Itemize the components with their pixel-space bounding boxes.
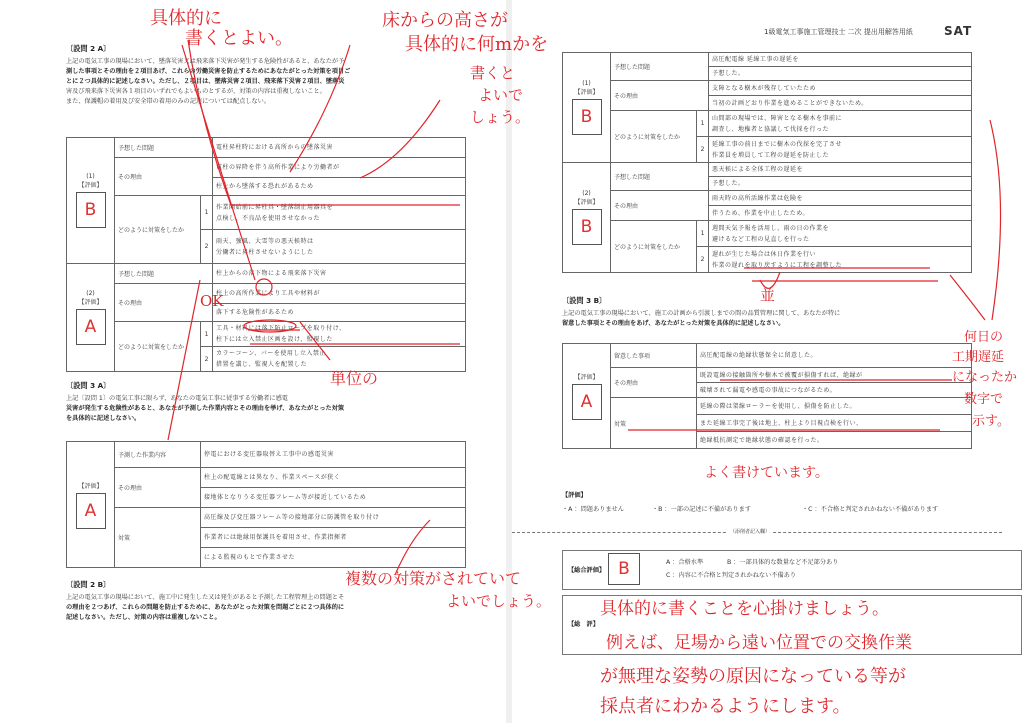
- comment-line-2: 例えば、足場から遠い位置での交換作業: [606, 633, 912, 653]
- annotation-multiple-1: 複数の対策がされていて: [345, 569, 522, 588]
- q2a-item2-measure-2a: カラーコーン、バーを使用し立入禁止: [216, 350, 326, 357]
- q3a-measure-2: 作業者には絶縁用保護具を着用させ、作業指揮者: [201, 528, 466, 548]
- q3a-body-3: を具体的に記述しなさい。: [66, 415, 141, 422]
- annotation-good: よく書けています。: [704, 465, 829, 481]
- q2b-item1-predicted-2: 予想した。: [709, 67, 972, 81]
- q2b-item1-measure-1a: 山間部の現場では、障害となる樹木を事前に: [712, 114, 843, 122]
- annotation-floor-5: しょう。: [470, 108, 531, 126]
- q3b-item: 高圧配電線の絶縁状態保全に留意した。: [697, 344, 972, 368]
- q2b-item2-measure-2b: 作業の遅れを取り戻すように工程を調整した: [712, 261, 843, 269]
- q3b-reason-label: その理由: [611, 368, 697, 398]
- q3a-eval-cell: [67, 442, 115, 568]
- q2b-item2-predicted-2: 予想した。: [709, 177, 972, 191]
- q2b-item2-predicted-1: 悪天候による全体工程の遅延を: [709, 163, 972, 177]
- q3b-measures-label: 対策: [611, 398, 697, 449]
- sheet-title: 1級電気工事施工管理技士 二次 提出用解答用紙: [764, 28, 913, 36]
- q2a-item2-measure-1b: 柱下には立入禁止区画を設け、監視した: [216, 336, 333, 343]
- legend-heading: 【評価】: [562, 492, 587, 499]
- q3a-reason-label: その理由: [115, 468, 201, 508]
- q2b-item1-predicted-label: 予想した問題: [611, 53, 709, 81]
- q2a-item1-reason-2: 柱上から墜落する恐れがあるため: [213, 178, 466, 196]
- q2a-item2-predicted-label: 予想した問題: [115, 264, 213, 284]
- annotation-days-3: になったか: [952, 370, 1018, 385]
- q2a-item2-eval-label: 【評価】: [78, 299, 103, 306]
- q3b-grade: A: [572, 384, 602, 420]
- annotation-floor-1: 床からの高さが: [382, 10, 508, 31]
- q2b-item1-grade: B: [572, 99, 602, 135]
- q2b-item2-measure-1a: 週間天気予報を活用し、雨の日の作業を: [712, 224, 830, 232]
- q2a-item1-number: (1): [86, 173, 95, 180]
- q2a-item1-eval-cell: [67, 138, 115, 264]
- q2b-item2-measure-1b: 避けるなど工程の見直しを行った: [712, 235, 810, 243]
- q2a-item2-number: (2): [86, 290, 95, 297]
- q2a-item1-measure-2: [213, 230, 466, 264]
- annotation-nami: 並: [760, 286, 776, 304]
- q2a-item2-reason-2: 落下する危険性があるため: [213, 304, 466, 322]
- q3b-answer-table: [562, 343, 972, 449]
- q2b-item2-eval-cell: [563, 163, 611, 273]
- q2b-item2-predicted-label: 予想した問題: [611, 163, 709, 191]
- q3a-work-label: 予測した作業内容: [115, 442, 201, 468]
- q2b-item1-eval-cell: [563, 53, 611, 163]
- q2b-item1-measure-1b: 調査し、地権者と協議して伐採を行った: [712, 125, 830, 133]
- q3a-grade: A: [76, 493, 106, 529]
- sat-logo: SAT: [944, 24, 973, 38]
- q2b-item1-number: (1): [582, 80, 591, 87]
- q2a-item1-measures-label: どのように対策をしたか: [115, 196, 201, 264]
- q2b-item1-eval-label: 【評価】: [574, 89, 599, 96]
- annotation-specific-1: 具体的に: [150, 8, 222, 29]
- q2a-item2-reason-1: 柱上の高所作業により工具や材料が: [213, 284, 466, 304]
- q2b-item1-measure-2-number: 2: [697, 137, 709, 163]
- q2b-item2-grade: B: [572, 209, 602, 245]
- q2a-item1-measure-1-number: 1: [201, 196, 213, 230]
- q2a-item1-measure-2-number: 2: [201, 230, 213, 264]
- annotation-floor-2: 具体的に何mかを: [405, 34, 549, 55]
- q2b-heading: 〔設問 2 B〕: [66, 580, 111, 589]
- q2b-item2-reason-2: 伴うため、作業を中止したため。: [709, 206, 972, 221]
- q2b-item1-measure-1-number: 1: [697, 111, 709, 137]
- q2a-body-5: また、保護帽の着用及び安全帯の着用のみの記述については配点しない。: [66, 98, 271, 105]
- q2b-item1-measure-2: [709, 137, 972, 163]
- annotation-floor-3: 書くと: [470, 64, 516, 82]
- q2b-body-1: 上記の電気工事の現場において、施工中に発生した又は発生があると予測した工程管理上の問題とそ: [66, 594, 345, 601]
- q2a-item1-reason-label: その理由: [115, 158, 213, 196]
- q2a-item2-measure-1-number: 1: [201, 322, 213, 347]
- q3b-reason-2: 破壊されて漏電や感電の事故につながるため。: [697, 383, 972, 398]
- q2b-item2-measure-1-number: 1: [697, 221, 709, 247]
- q2b-item1-reason-2: 当初の計画どおり作業を進めることができないため。: [709, 96, 972, 111]
- q3b-eval-cell: [563, 344, 611, 449]
- q3a-answer-table: [66, 441, 466, 568]
- q3a-body-2: 災害が発生する危険性があると、あなたが予測した作業内容とその理由を挙げ、あなたがとった対策: [66, 405, 345, 412]
- q3b-measure-3: 絶縁抵抗測定で絶縁状態の確認を行った。: [697, 432, 972, 449]
- q2a-body-2: 測した事項とその理由を２項目あげ、これらの労働災害を防止するためにあなたがとった対策を項目ご: [66, 68, 351, 75]
- annotation-unit: 単位の: [330, 369, 379, 388]
- q2a-item2-predicted: 柱上からの落下物による飛来落下災害: [213, 264, 466, 284]
- q2a-item1-predicted-label: 予想した問題: [115, 138, 213, 158]
- q2a-item1-measure-2a: 雨天、強風、大雪等の悪天候時は: [216, 237, 314, 245]
- q2b-item2-measure-2-number: 2: [697, 247, 709, 273]
- q2a-item2-measure-1: [213, 322, 466, 347]
- q3a-reason-2: 接地体となりうる変圧器フレーム等が接近しているため: [201, 488, 466, 508]
- q2b-item2-eval-label: 【評価】: [574, 199, 599, 206]
- q3a-body-1: 上記〔設問 1〕の電気工事に限らず、あなたの電気工事に従事する労働者に感電: [66, 395, 288, 402]
- q3b-measure-1: 延線の際は架線ローラーを使用し、損傷を防止した。: [697, 398, 972, 415]
- q3a-measure-1: 高圧線及び変圧器フレーム等の接地部分に防護管を取り付け: [201, 508, 466, 528]
- overall-legend-c: C ：内容に不合格と判定されかねない不備あり: [666, 572, 797, 579]
- q2a-answer-table: [66, 137, 466, 372]
- annotation-days-5: 示す。: [972, 414, 1010, 429]
- q2a-item1-reason-1: 電柱の昇降を伴う高所作業により労働者が: [213, 158, 466, 178]
- q2a-item2-measure-2-number: 2: [201, 347, 213, 372]
- q2b-item2-measures-label: どのように対策をしたか: [611, 221, 697, 273]
- q3b-body-1: 上記の電気工事の現場において、施工の計画から引渡しまでの間の品質管理に関して、あなたが特に: [562, 310, 841, 317]
- q2a-item1-eval-label: 【評価】: [78, 182, 103, 189]
- divider-note: （添削者記入欄）: [727, 528, 773, 538]
- q2a-item1-predicted: 電柱昇柱時における高所からの墜落災害: [213, 138, 466, 158]
- q3b-item-label: 留意した事項: [611, 344, 697, 368]
- annotation-floor-4: よいで: [478, 86, 524, 104]
- q2a-body-4: 害及び飛来落下災害各１項目のいずれでもよいものとするが、対策の内容は重複しないこと。: [66, 88, 326, 95]
- q2b-item1-reason-label: その理由: [611, 81, 709, 111]
- q2a-item2-grade: A: [76, 309, 106, 345]
- q2b-item1-predicted-1: 高圧配電線 延線工事の遅延を: [709, 53, 972, 67]
- q2a-item1-measure-1b: 点検し、不良品を使用させなかった: [216, 214, 321, 222]
- q2a-item2-measure-2b: 措置を講じ、監視人を配置した: [216, 361, 308, 368]
- q2a-item1-measure-1: [213, 196, 466, 230]
- q2b-item2-reason-label: その理由: [611, 191, 709, 221]
- q2b-item1-measure-2b: 作業員を増員して工程の遅延を防止した: [712, 151, 830, 159]
- q2a-item1-measure-2b: 労働者に昇柱させないようにした: [216, 248, 314, 256]
- q2b-item1-measure-1: [709, 111, 972, 137]
- overall-eval-label: 【総合評価】: [568, 567, 606, 574]
- q3a-measures-label: 対策: [115, 508, 201, 568]
- q2b-body-2: の理由を２つあげ、これらの問題を防止するために、あなたがとった対策を問題ごとに２つ具体的に: [66, 604, 345, 611]
- overall-legend-b: B ：一部具体的な数量など不足部分あり: [727, 559, 839, 566]
- q2a-body-1: 上記の電気工事の現場において、墜落災害又は飛来落下災害が発生する危険性があると、あなたが予: [66, 58, 345, 65]
- q3b-body-2: 留意した事項とその理由をあげ、あなたがとった対策を具体的に記述しなさい。: [562, 320, 785, 327]
- annotation-days-1: 何日の: [964, 330, 1004, 345]
- q2a-item2-measure-1a: 工具・材料には落下防止ロープを取り付け、: [216, 325, 346, 332]
- comment-line-1: 具体的に書くことを心掛けましょう。: [600, 599, 889, 619]
- q3a-reason-1: 柱上の配電線とは異なり、作業スペースが狭く: [201, 468, 466, 488]
- q2b-item2-reason-1: 雨天時の高所活線作業は危険を: [709, 191, 972, 206]
- q2b-item1-measures-label: どのように対策をしたか: [611, 111, 697, 163]
- q3a-measure-3: による監視のもとで作業させた: [201, 548, 466, 568]
- q2b-item2-measure-1: [709, 221, 972, 247]
- q2b-item1-measure-2a: 延線工事の前日までに樹木の伐採を完了させ: [712, 140, 843, 148]
- q2a-item1-grade: B: [76, 192, 106, 228]
- q3a-eval-label: 【評価】: [78, 482, 103, 490]
- q3a-heading: 〔設問 3 A〕: [66, 381, 111, 390]
- q3a-work: 停電における変圧器取替え工事中の感電災害: [201, 442, 466, 468]
- q3b-eval-label: 【評価】: [574, 374, 599, 381]
- legend-a: ・A ：問題ありません: [562, 506, 624, 513]
- legend-b: ・B ：一部の記述に不備があります: [652, 506, 752, 513]
- legend-c: ・C ：不合格と判定されかねない不備があります: [802, 506, 939, 513]
- comment-line-3: が無理な姿勢の原因になっている等が: [600, 666, 906, 687]
- q2b-answer-table: [562, 52, 972, 273]
- q2b-item1-reason-1: 支障となる樹木が残存していたため: [709, 81, 972, 96]
- q3b-heading: 〔設問 3 B〕: [562, 296, 607, 305]
- comment-label: 【総 評】: [568, 621, 599, 628]
- q2a-item2-reason-label: その理由: [115, 284, 213, 322]
- annotation-days-2: 工期遅延: [952, 350, 1005, 365]
- q2a-item2-measures-label: どのように対策をしたか: [115, 322, 201, 372]
- q2b-body-3: 記述しなさい。ただし、対策の内容は重複しないこと。: [66, 614, 221, 621]
- q2b-item2-number: (2): [582, 190, 591, 197]
- q3b-reason-1: 既設電線の接触箇所や樹木で被覆が損傷すれば、絶縁が: [697, 368, 972, 383]
- annotation-ok: OK: [200, 292, 224, 310]
- q2a-item2-eval-cell: [67, 264, 115, 372]
- overall-legend-a: A ：合格水準: [666, 559, 704, 566]
- annotation-days-4: 数字で: [964, 392, 1004, 407]
- annotation-specific-2: 書くとよい。: [185, 28, 293, 49]
- q2a-heading: 〔設問 2 A〕: [66, 44, 111, 53]
- q2a-body-3: とに２つ具体的に記述しなさい。ただし、２項目は、墜落災害２項目、飛来落下災害２項目、墜落災: [66, 78, 345, 85]
- comment-line-4: 採点者にわかるようにします。: [600, 696, 851, 717]
- q2b-item2-measure-2: [709, 247, 972, 273]
- overall-grade: B: [608, 553, 640, 585]
- q3b-measure-2: また延線工事完了後は地上、柱上より目視点検を行い、: [697, 415, 972, 432]
- q2a-item1-measure-1a: 作業開始前に昇柱具・墜落制止用器具を: [216, 203, 334, 211]
- annotation-multiple-2: よいでしょう。: [446, 592, 552, 610]
- q2b-item2-measure-2a: 遅れが生じた場合は休日作業を行い: [712, 250, 817, 258]
